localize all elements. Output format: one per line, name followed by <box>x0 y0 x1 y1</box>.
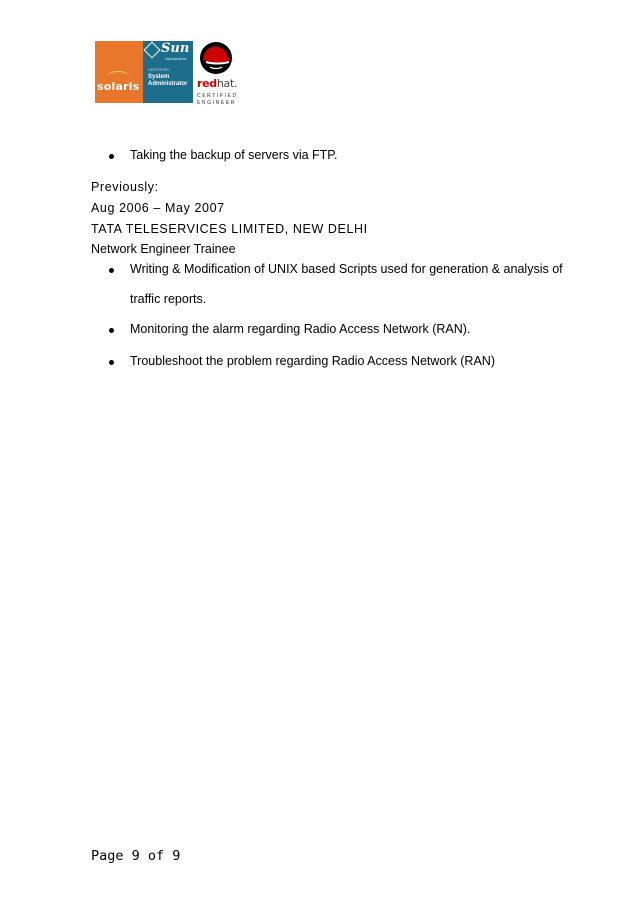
role-title: Network Engineer Trainee <box>91 242 236 256</box>
sun-diamond-icon <box>144 42 161 59</box>
solaris-cert-label: CERTIFIED <box>148 68 170 72</box>
solaris-certification-logo <box>95 41 193 103</box>
solaris-logo-right-panel <box>143 41 193 103</box>
bullet-icon <box>109 328 114 333</box>
previously-heading: Previously: <box>91 180 159 194</box>
top-bullet-text: Taking the backup of servers via FTP. <box>130 148 338 162</box>
solaris-brand-word: solaris <box>97 80 140 93</box>
sun-microsystems-label: microsystems <box>165 57 187 61</box>
company-name: TATA TELESERVICES LIMITED, NEW DELHI <box>91 222 368 236</box>
redhat-certification-logo <box>196 41 240 107</box>
redhat-word-bold: red <box>197 77 217 90</box>
page-number: Page 9 of 9 <box>91 848 181 864</box>
redhat-wordmark <box>197 77 237 90</box>
duty-item-3: Troubleshoot the problem regarding Radio Access Network (RAN) <box>130 354 495 368</box>
solaris-cert-title: System Administrator <box>148 74 188 87</box>
duty-item-1-line-1: Writing & Modification of UNIX based Scripts used for generation & analysis of <box>130 262 563 276</box>
sun-brand-word: Sun <box>161 41 190 56</box>
bullet-icon <box>109 154 114 159</box>
redhat-engineer-label: ENGINEER <box>197 100 236 106</box>
duty-item-2: Monitoring the alarm regarding Radio Access Network (RAN). <box>130 322 471 336</box>
redhat-word-thin: hat. <box>216 77 238 90</box>
redhat-certified-label: CERTIFIED <box>197 93 238 99</box>
bullet-icon <box>109 268 114 273</box>
date-range: Aug 2006 – May 2007 <box>91 201 225 215</box>
duty-item-1-line-2: traffic reports. <box>130 292 207 306</box>
redhat-shadowman-icon <box>196 41 236 75</box>
bullet-icon <box>109 360 114 365</box>
solaris-logo-left-panel <box>95 41 143 103</box>
